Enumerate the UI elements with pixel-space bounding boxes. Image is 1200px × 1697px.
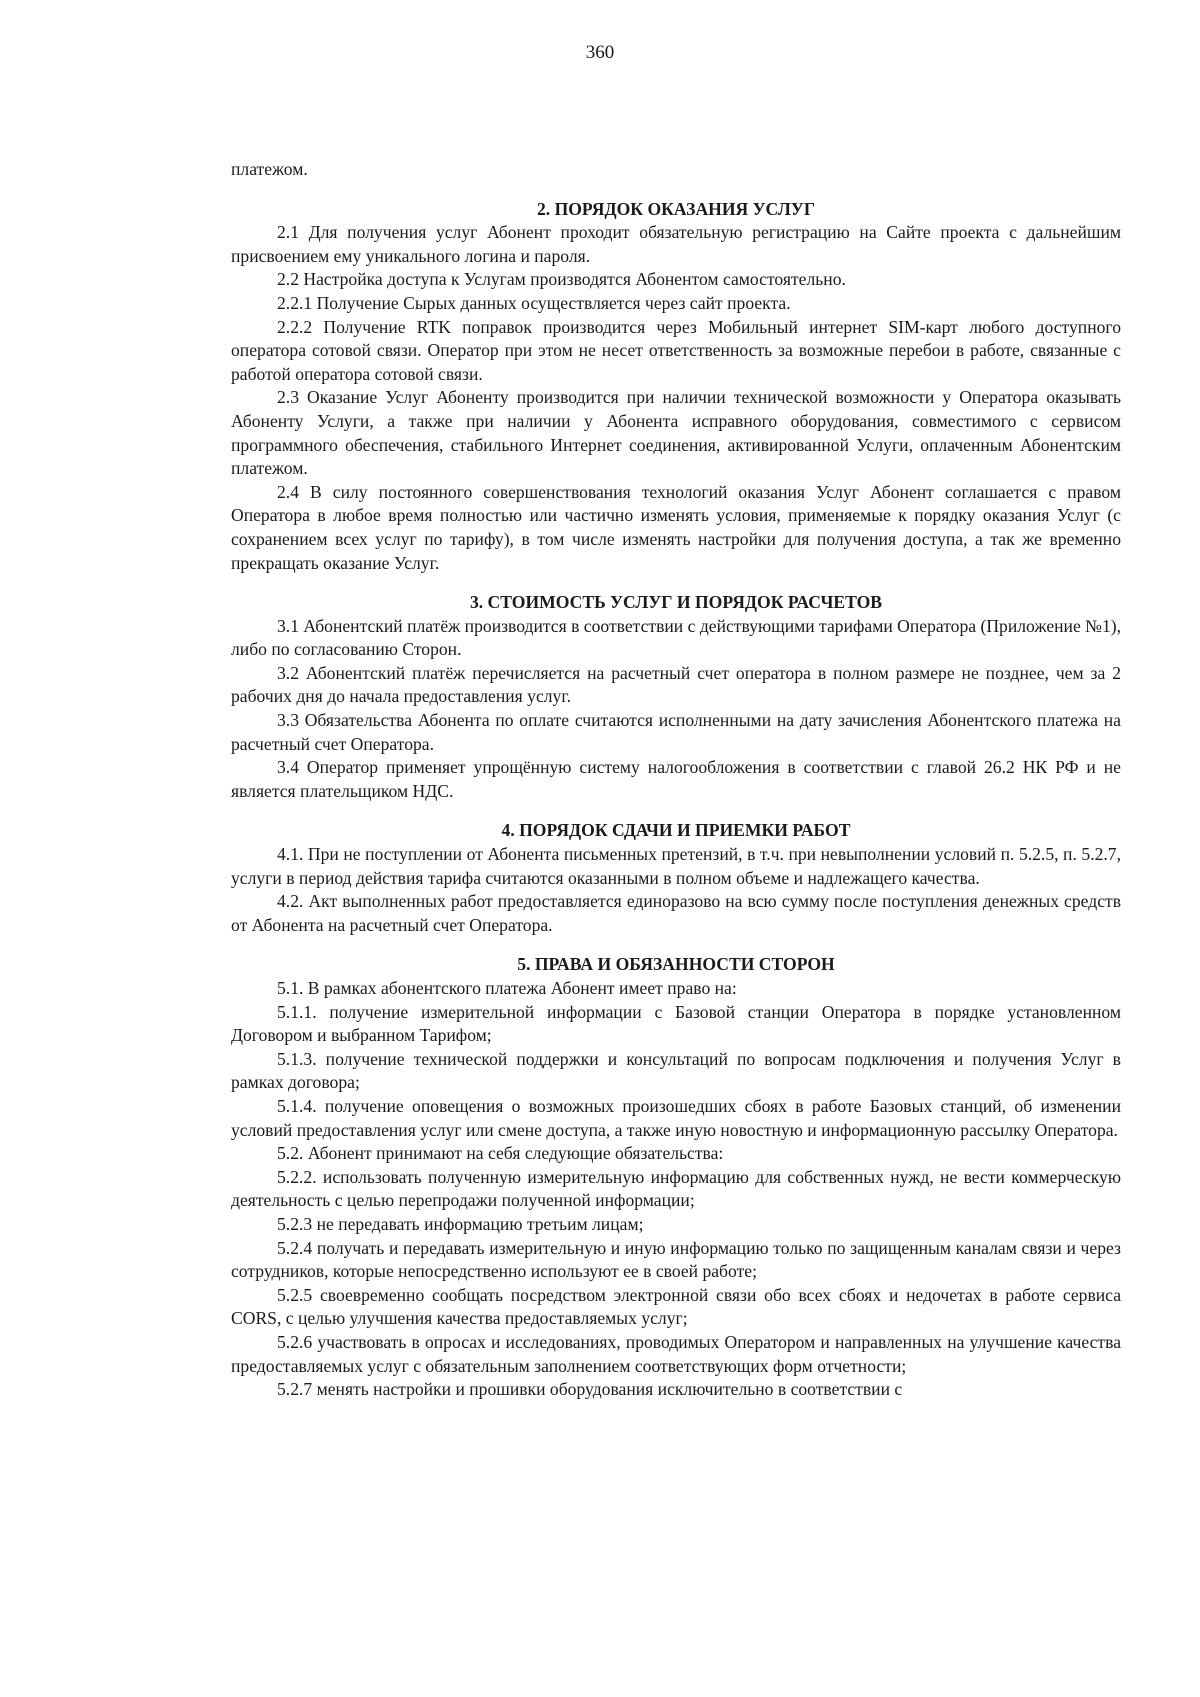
paragraph: 5.2.5 своевременно сообщать посредством электронной связи обо всех сбоях и недочетах в работе сервиса CORS, с целью улучшения качества предоставляемых услуг; <box>231 1284 1121 1329</box>
lead-text: платежом. <box>231 159 308 179</box>
paragraph: 5.1.4. получение оповещения о возможных произошедших сбоях в работе Базовых станций, об изменении условий предоставления услуг или смене доступа, а также иную новостную и информационную рассылку Оператора. <box>231 1095 1121 1140</box>
paragraph: 4.2. Акт выполненных работ предоставляется единоразово на всю сумму после поступления денежных средств от Абонента на расчетный счет Оператора. <box>231 891 1121 935</box>
paragraph: 5.2.7 менять настройки и прошивки оборудования исключительно в соответствии с <box>277 1379 903 1400</box>
paragraph: 2.3 Оказание Услуг Абоненту производится при наличии технической возможности у Оператора оказывать Абоненту Услуги, а также при наличии у Абонента исправного оборудования, совместимого с сервисом программного обеспечения, стабильного Интернет соединения, активированной Услуги, оплаченным Абонентским платежом. <box>231 387 1121 479</box>
paragraph: 3.3 Обязательства Абонента по оплате считаются исполненными на дату зачисления Абонентского платежа на расчетный счет Оператора. <box>231 710 1121 754</box>
paragraph: 2.2.1 Получение Сырых данных осуществляется через сайт проекта. <box>277 292 791 313</box>
document-body <box>231 158 1121 1402</box>
paragraph: 2.2.2 Получение RTK поправок производится через Мобильный интернет SIM-карт любого доступного оператора сотовой связи. Оператор при этом не несет ответственность за возможные перебои в работе, связанные с работой оператора сотовой связи. <box>231 316 1121 384</box>
paragraph: 3.2 Абонентский платёж перечисляется на расчетный счет оператора в полном размере не позднее, чем за 2 рабочих дня до начала предоставления услуг. <box>231 662 1121 707</box>
paragraph: 5.2.3 не передавать информацию третьим лицам; <box>277 1213 644 1234</box>
paragraph: 5.1.1. получение измерительной информации с Базовой станции Оператора в порядке установленном Договором и выбранном Тарифом; <box>231 1001 1121 1046</box>
section-title: 2. ПОРЯДОК ОКАЗАНИЯ УСЛУГ <box>536 198 816 219</box>
paragraph: 5.1.3. получение технической поддержки и консультаций по вопросам подключения и получения Услуг в рамках договора; <box>231 1048 1121 1093</box>
section-title: 4. ПОРЯДОК СДАЧИ И ПРИЕМКИ РАБОТ <box>501 820 851 841</box>
paragraph: 2.1 Для получения услуг Абонент проходит обязательную регистрацию на Сайте проекта с дальнейшим присвоением ему уникального логина и пароля. <box>231 222 1121 266</box>
paragraph: 5.2.4 получать и передавать измерительную и иную информацию только по защищенным каналам связи и через сотрудников, которые непосредственно используют ее в своей работе; <box>231 1237 1121 1282</box>
page-number: 360 <box>585 42 615 63</box>
paragraph: 2.4 В силу постоянного совершенствования технологий оказания Услуг Абонент соглашается с правом Оператора в любое время полностью или частично изменять условия, применяемые к порядку оказания Услуг (с сохранением всех услуг по тарифу), в том числе изменять настройки для получения доступа, а так же временно прекращать оказание Услуг. <box>231 481 1121 573</box>
paragraph: 3.4 Оператор применяет упрощённую систему налогообложения в соответствии с главой 26.2 НК РФ и не является плательщиком НДС. <box>231 757 1121 801</box>
paragraph: 5.2.6 участвовать в опросах и исследованиях, проводимых Оператором и направленных на улучшение качества предоставляемых услуг с обязательным заполнением соответствующих форм отчетности; <box>231 1331 1121 1376</box>
paragraph: 2.2 Настройка доступа к Услугам производятся Абонентом самостоятельно. <box>277 269 846 290</box>
paragraph: 4.1. При не поступлении от Абонента письменных претензий, в т.ч. при невыполнении условий п. 5.2.5, п. 5.2.7, услуги в период действия тарифа считаются оказанными в полном объеме и надлежащего качества. <box>231 844 1121 888</box>
paragraph: 5.2. Абонент принимают на себя следующие обязательства: <box>277 1143 724 1164</box>
paragraph: 3.1 Абонентский платёж производится в соответствии с действующими тарифами Оператора (Приложение №1), либо по согласованию Сторон. <box>231 615 1122 660</box>
section-title: 3. СТОИМОСТЬ УСЛУГ И ПОРЯДОК РАСЧЕТОВ <box>469 592 883 613</box>
paragraph: 5.1. В рамках абонентского платежа Абонент имеет право на: <box>277 978 737 998</box>
section-title: 5. ПРАВА И ОБЯЗАННОСТИ СТОРОН <box>517 954 835 975</box>
paragraph: 5.2.2. использовать полученную измерительную информацию для собственных нужд, не вести коммерческую деятельность с целью перепродажи полученной информации; <box>231 1166 1121 1211</box>
